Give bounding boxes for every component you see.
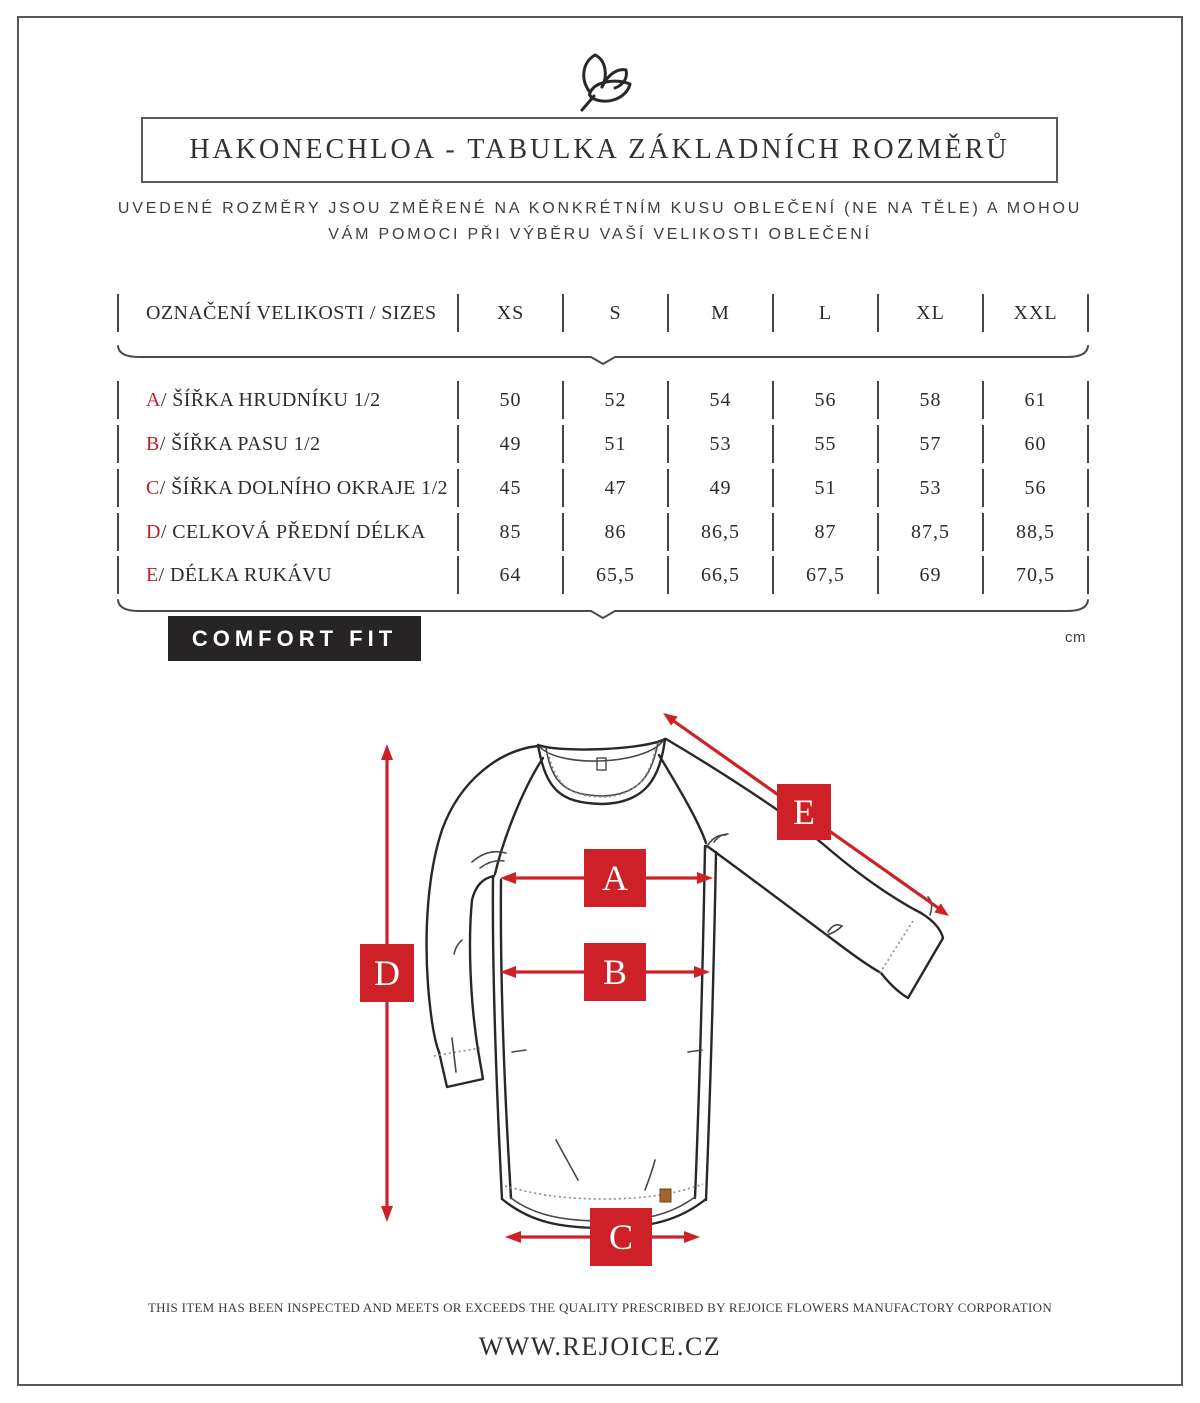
measurement-letter: A (146, 388, 161, 411)
title-box (141, 117, 1058, 183)
hem-tag (660, 1189, 671, 1202)
subtitle-line-1: UVEDENÉ ROZMĚRY JSOU ZMĚŘENÉ NA KONKRÉTNÍM KUSU OBLEČENÍ (NE NA TĚLE) A MOHOU (117, 200, 1083, 217)
size-column-header: XXL (982, 294, 1087, 332)
measurement-value: 53 (667, 425, 772, 463)
left-raglan-seam (495, 758, 543, 874)
measurement-value: 87,5 (877, 513, 982, 551)
measurement-value: 60 (982, 425, 1087, 463)
body-right-edge (706, 852, 716, 1200)
measurement-value: 53 (877, 469, 982, 507)
quality-note: THIS ITEM HAS BEEN INSPECTED AND MEETS OR EXCEEDS THE QUALITY PRESCRIBED BY REJOICE FLOWERS MANUFACTORY CORPORATION (147, 1300, 1053, 1315)
size-column-header: XL (877, 294, 982, 332)
top-brace-decoration (117, 344, 1089, 366)
subtitle-line-2: VÁM POMOCI PŘI VÝBĚRU VAŠÍ VELIKOSTI OBLEČENÍ (328, 226, 872, 243)
fit-badge: COMFORT FIT (168, 616, 421, 661)
measurement-name: / ŠÍŘKA HRUDNÍKU 1/2 (160, 388, 381, 411)
measurement-value: 64 (457, 556, 562, 594)
collar-outline (538, 739, 665, 750)
measurement-name: / CELKOVÁ PŘEDNÍ DÉLKA (160, 520, 426, 543)
measurement-row-label (117, 513, 457, 551)
size-column-header: S (562, 294, 667, 332)
measurement-value: 51 (772, 469, 877, 507)
measurement-value: 49 (667, 469, 772, 507)
measurement-value: 86,5 (667, 513, 772, 551)
measurement-value: 70,5 (982, 556, 1087, 594)
size-column-header: M (667, 294, 772, 332)
right-cuff-stitching (878, 921, 913, 976)
sizes-header-label: OZNAČENÍ VELIKOSTI / SIZES (117, 294, 457, 332)
measurement-value: 65,5 (562, 556, 667, 594)
measurement-row (117, 381, 1089, 419)
measurement-letter: B (146, 432, 160, 455)
measurement-row (117, 513, 1089, 551)
measurement-value: 56 (772, 381, 877, 419)
measurement-name: / DÉLKA RUKÁVU (158, 563, 332, 586)
page-title: HAKONECHLOA - TABULKA ZÁKLADNÍCH ROZMĚRŮ (189, 134, 1010, 165)
measurement-row (117, 469, 1089, 507)
measurement-row-label (117, 425, 457, 463)
measurement-row-label (117, 381, 457, 419)
measurement-value: 85 (457, 513, 562, 551)
collar-stitching (548, 746, 656, 797)
measurement-row-label (117, 469, 457, 507)
size-column-header: L (772, 294, 877, 332)
garment-diagram (340, 690, 1000, 1290)
diagram-label-c: C (608, 1217, 634, 1257)
right-raglan-seam (659, 755, 706, 843)
size-column-header: XS (457, 294, 562, 332)
diagram-label-b: B (602, 952, 628, 992)
measurement-value: 45 (457, 469, 562, 507)
measurement-row-label (117, 556, 457, 594)
measurement-value: 55 (772, 425, 877, 463)
measurement-value: 86 (562, 513, 667, 551)
diagram-label-a: A (602, 858, 628, 898)
measurement-value: 54 (667, 381, 772, 419)
measurement-value: 61 (982, 381, 1087, 419)
subtitle (0, 196, 1200, 248)
measurement-letter: C (146, 476, 160, 499)
size-table-header-row (117, 294, 1089, 332)
measurement-value: 47 (562, 469, 667, 507)
measurement-value: 56 (982, 469, 1087, 507)
measurement-letter: E (146, 563, 159, 586)
measurement-value: 87 (772, 513, 877, 551)
measurement-value: 49 (457, 425, 562, 463)
left-cuff-stitching (434, 1048, 480, 1056)
measurement-letter: D (146, 520, 161, 543)
measurement-row (117, 556, 1089, 594)
measurement-row (117, 425, 1089, 463)
hem-stitching (505, 1184, 703, 1199)
measurement-value: 50 (457, 381, 562, 419)
measurement-value: 57 (877, 425, 982, 463)
flower-logo-icon (568, 44, 644, 120)
unit-label: cm (1065, 629, 1086, 646)
measurement-value: 66,5 (667, 556, 772, 594)
website-url: WWW.REJOICE.CZ (478, 1332, 722, 1361)
measurement-value: 67,5 (772, 556, 877, 594)
left-sleeve-outline (427, 746, 538, 1052)
diagram-label-d: D (374, 953, 400, 993)
measurement-name: / ŠÍŘKA DOLNÍHO OKRAJE 1/2 (159, 476, 448, 499)
measurement-name: / ŠÍŘKA PASU 1/2 (159, 432, 321, 455)
measurement-value: 51 (562, 425, 667, 463)
measurement-value: 88,5 (982, 513, 1087, 551)
collar-label (597, 758, 606, 770)
measurement-value: 52 (562, 381, 667, 419)
measurement-value: 69 (877, 556, 982, 594)
measurement-value: 58 (877, 381, 982, 419)
diagram-label-e: E (793, 792, 815, 832)
